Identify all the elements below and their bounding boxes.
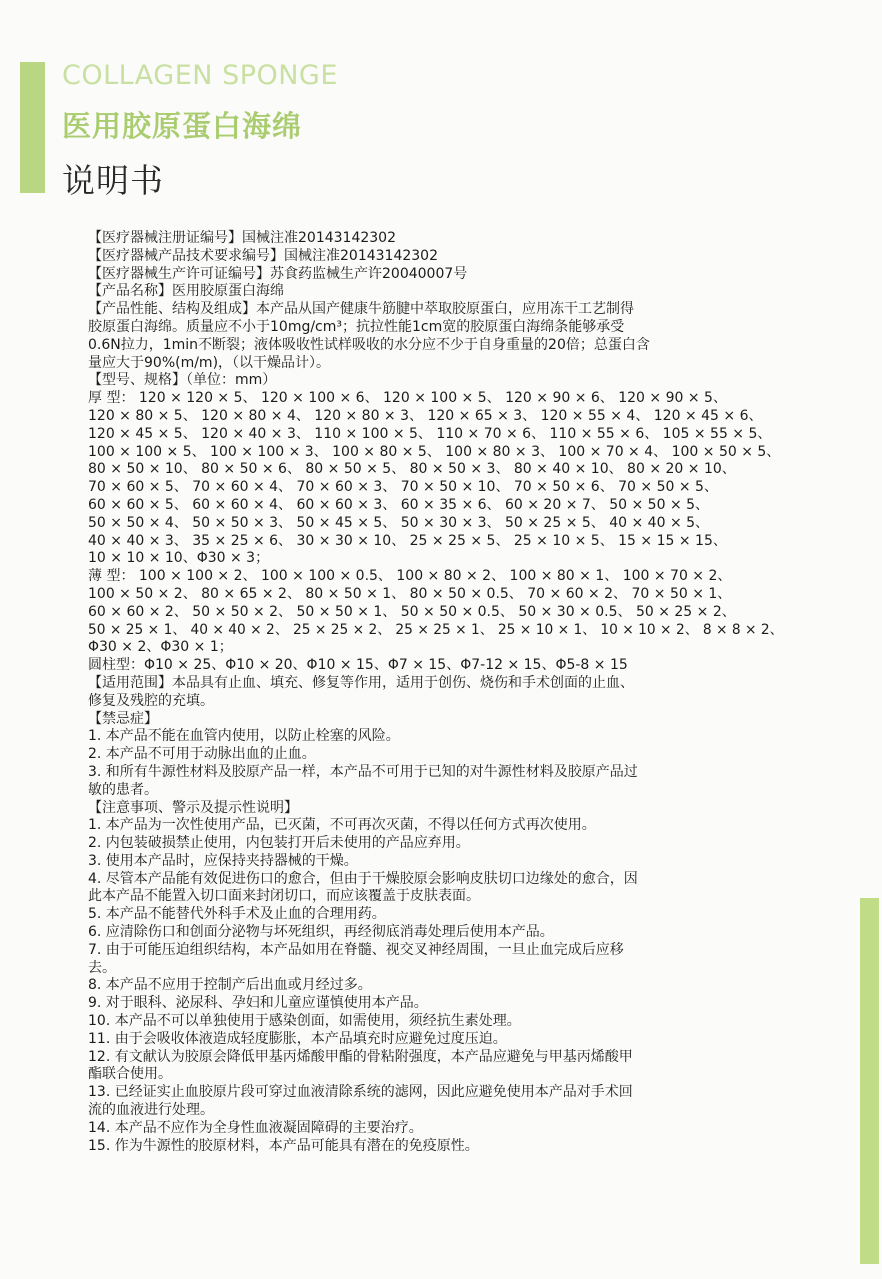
text-line: 40 × 40 × 3、 35 × 25 × 6、 30 × 30 × 10、 25 × 25 × 5、 25 × 10 × 5、 15 × 15 × 15、 xyxy=(88,532,727,549)
text-line: 厚 型： 120 × 120 × 5、 120 × 100 × 6、 120 × 100 × 5、 120 × 90 × 6、 120 × 90 × 5、 xyxy=(88,390,727,407)
text-line: 去。 xyxy=(88,959,116,976)
text-line: 胶原蛋白海绵。质量应不小于10mg/cm³；抗拉性能1cm宽的胶原蛋白海绵条能够承受 xyxy=(88,318,625,335)
text-line: 60 × 60 × 2、 50 × 50 × 2、 50 × 50 × 1、 50 × 50 × 0.5、 50 × 30 × 0.5、 50 × 25 × 2、 xyxy=(88,603,736,620)
text-line: 2. 内包装破损禁止使用，内包装打开后未使用的产品应弃用。 xyxy=(88,835,470,852)
text-line: 12. 有文献认为胶原会降低甲基丙烯酸甲酯的骨粘附强度，本产品应避免与甲基丙烯酸甲 xyxy=(88,1048,633,1065)
doc-title: 说明书 xyxy=(62,161,164,200)
text-line: 9. 对于眼科、泌尿科、孕妇和儿童应谨慎使用本产品。 xyxy=(88,995,428,1012)
text-line: 3. 使用本产品时，应保持夹持器械的干燥。 xyxy=(88,852,358,869)
text-line: 4. 尽管本产品能有效促进伤口的愈合，但由于干燥胶原会影响皮肤切口边缘处的愈合，因 xyxy=(88,870,638,887)
text-line: 2. 本产品不可用于动脉出血的止血。 xyxy=(88,746,316,763)
text-line: 3. 和所有牛源性材料及胶原产品一样，本产品不可用于已知的对牛源性材料及胶原产品过 xyxy=(88,763,638,780)
text-line: 【医疗器械注册证编号】国械注准20143142302 xyxy=(88,230,396,246)
text-line: 敏的患者。 xyxy=(88,781,158,798)
text-line: 酯联合使用。 xyxy=(88,1066,172,1083)
text-line: Φ30 × 2、Φ30 × 1； xyxy=(88,639,233,656)
text-line: 80 × 50 × 10、 80 × 50 × 6、 80 × 50 × 5、 80 × 50 × 3、 80 × 40 × 10、 80 × 20 × 10、 xyxy=(88,461,736,478)
text-line: 120 × 80 × 5、 120 × 80 × 4、 120 × 80 × 3、 120 × 65 × 3、 120 × 55 × 4、 120 × 45 × 6、 xyxy=(88,407,763,424)
text-line: 50 × 50 × 4、 50 × 50 × 3、 50 × 45 × 5、 50 × 30 × 3、 50 × 25 × 5、 40 × 40 × 5、 xyxy=(88,514,710,531)
text-line: 120 × 45 × 5、 120 × 40 × 3、 110 × 100 × 5、 110 × 70 × 6、 110 × 55 × 6、 105 × 55 × 5、 xyxy=(88,425,772,442)
text-line: 【型号、规格】（单位：mm） xyxy=(88,372,277,389)
text-line: 【产品性能、结构及组成】本产品从国产健康牛筋腱中萃取胶原蛋白，应用冻干工艺制得 xyxy=(88,301,634,318)
text-line: 【医疗器械产品技术要求编号】国械注准20143142302 xyxy=(88,247,438,264)
instruction-body xyxy=(88,230,783,1155)
text-line: 0.6N拉力，1min不断裂；液体吸收性试样吸收的水分应不少于自身重量的20倍；总蛋白含 xyxy=(88,336,650,353)
accent-bar-right xyxy=(860,898,879,1264)
text-line: 【医疗器械生产许可证编号】苏食药监械生产许20040007号 xyxy=(88,265,468,282)
text-line: 修复及残腔的充填。 xyxy=(88,692,214,709)
text-line: 50 × 25 × 1、 40 × 40 × 2、 25 × 25 × 2、 25 × 25 × 1、 25 × 10 × 1、 10 × 10 × 2、 8 × 8 × 2、 xyxy=(88,621,784,638)
text-line: 5. 本产品不能替代外科手术及止血的合理用药。 xyxy=(88,906,386,923)
text-line: 【注意事项、警示及提示性说明】 xyxy=(88,799,298,816)
text-line: 流的血液进行处理。 xyxy=(88,1102,214,1119)
text-line: 【产品名称】医用胶原蛋白海绵 xyxy=(88,283,284,300)
text-line: 13. 已经证实止血胶原片段可穿过血液清除系统的滤网，因此应避免使用本产品对手术回 xyxy=(88,1084,633,1101)
text-line: 70 × 60 × 5、 70 × 60 × 4、 70 × 60 × 3、 70 × 50 × 10、 70 × 50 × 6、 70 × 50 × 5、 xyxy=(88,479,718,496)
text-line: 【禁忌症】 xyxy=(88,710,158,727)
text-line: 14. 本产品不应作为全身性血液凝固障碍的主要治疗。 xyxy=(88,1119,423,1136)
text-line: 1. 本产品不能在血管内使用，以防止栓塞的风险。 xyxy=(88,728,400,745)
text-line: 11. 由于会吸收体液造成轻度膨胀，本产品填充时应避免过度压迫。 xyxy=(88,1030,507,1047)
text-line: 100 × 50 × 2、 80 × 65 × 2、 80 × 50 × 1、 80 × 50 × 0.5、 70 × 60 × 2、 70 × 50 × 1、 xyxy=(88,585,732,602)
text-line: 8. 本产品不应用于控制产后出血或月经过多。 xyxy=(88,977,372,994)
text-line: 1. 本产品为一次性使用产品，已灭菌，不可再次灭菌，不得以任何方式再次使用。 xyxy=(88,817,596,834)
text-line: 60 × 60 × 5、 60 × 60 × 4、 60 × 60 × 3、 60 × 35 × 6、 60 × 20 × 7、 50 × 50 × 5、 xyxy=(88,496,710,513)
text-line: 7. 由于可能压迫组织结构，本产品如用在脊髓、视交叉神经周围，一旦止血完成后应移 xyxy=(88,941,624,958)
english-title: COLLAGEN SPONGE xyxy=(62,60,338,91)
text-line: 10 × 10 × 10、Φ30 × 3； xyxy=(88,550,270,567)
text-line: 100 × 100 × 5、 100 × 100 × 3、 100 × 80 × 5、 100 × 80 × 3、 100 × 70 × 4、 100 × 50 × 5、 xyxy=(88,443,781,460)
text-line: 此本产品不能置入切口面来封闭切口，而应该覆盖于皮肤表面。 xyxy=(88,888,480,905)
text-line: 薄 型： 100 × 100 × 2、 100 × 100 × 0.5、 100 × 80 × 2、 100 × 80 × 1、 100 × 70 × 2、 xyxy=(88,568,732,585)
chinese-title: 医用胶原蛋白海绵 xyxy=(62,109,303,143)
text-line: 量应大于90%(m/m)，（以干燥品计）。 xyxy=(88,354,331,371)
accent-bar-left xyxy=(20,62,45,193)
text-line: 10. 本产品不可以单独使用于感染创面，如需使用，须经抗生素处理。 xyxy=(88,1013,521,1030)
text-line: 圆柱型：Φ10 × 25、Φ10 × 20、Φ10 × 15、Φ7 × 15、Φ7-12 × 15、Φ5-8 × 15 xyxy=(88,657,628,674)
text-line: 6. 应清除伤口和创面分泌物与坏死组织，再经彻底消毒处理后使用本产品。 xyxy=(88,924,554,941)
text-line: 【适用范围】本品具有止血、填充、修复等作用，适用于创伤、烧伤和手术创面的止血、 xyxy=(88,674,634,691)
text-line: 15. 作为牛源性的胶原材料，本产品可能具有潜在的免疫原性。 xyxy=(88,1137,479,1154)
